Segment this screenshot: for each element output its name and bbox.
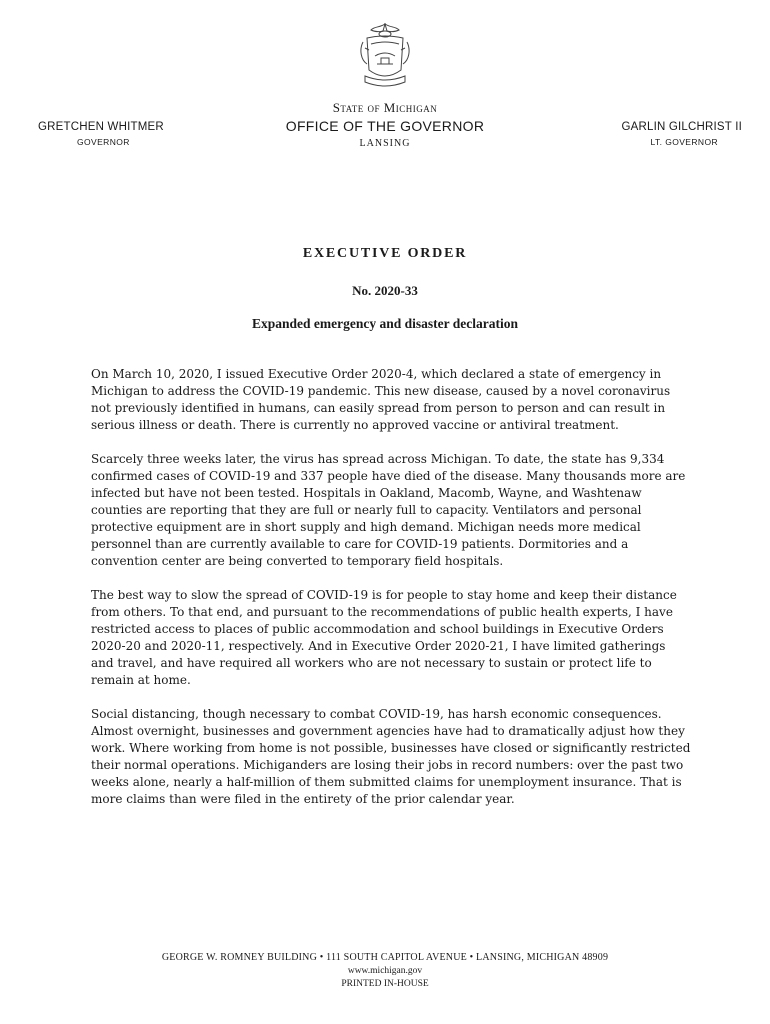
footer-address: GEORGE W. ROMNEY BUILDING • 111 SOUTH CAPITOL AVENUE • LANSING, MICHIGAN 48909 <box>161 952 609 963</box>
body-paragraph-3: The best way to slow the spread of COVID-19 is for people to stay home and keep their distance from others. To that end, and pursuant to the recommendations of public health experts, I have restricted access to places of public accommodation and school buildings in Executive Orders 2020-20 and 2020-11, respectively. And in Executive Order 2020-21, I have limited gatherings and travel, and have required all workers who are not necessary to sustain or protect life to remain at home. <box>91 588 677 687</box>
body-paragraph-1: On March 10, 2020, I issued Executive Order 2020-4, which declared a state of emergency in Michigan to address the COVID-19 pandemic. This new disease, caused by a novel coronavirus not previously identified in humans, can easily spread from person to person and can result in serious illness or death. There is currently no approved vaccine or antiviral treatment. <box>91 367 671 432</box>
order-subtitle: Expanded emergency and disaster declaration <box>252 316 518 331</box>
governor-name: GRETCHEN WHITMER <box>38 121 164 133</box>
order-number: No. 2020-33 <box>352 283 418 298</box>
office-title: OFFICE OF THE GOVERNOR <box>285 118 485 134</box>
michigan-state-seal-icon <box>355 20 415 92</box>
city-name: LANSING <box>359 138 411 149</box>
footer-website: www.michigan.gov <box>347 966 423 976</box>
lt-governor-title: LT. GOVERNOR <box>650 137 718 147</box>
footer-printed: PRINTED IN-HOUSE <box>341 979 429 989</box>
governor-title: GOVERNOR <box>77 137 130 147</box>
body-paragraph-4: Social distancing, though necessary to combat COVID-19, has harsh economic consequences. Almost overnight, businesses and government agencies have had to dramatically adjust how they work. Where working from home is not possible, businesses have closed or significantly restricted their normal operations. Michiganders are losing their jobs in record numbers: over the past two weeks alone, nearly a half-million of them submitted claims for unemployment insurance. That is more claims than were filed in the entirety of the prior calendar year. <box>91 707 691 806</box>
lt-governor-name: GARLIN GILCHRIST II <box>621 121 742 133</box>
order-body <box>91 366 691 825</box>
state-name: State of Michigan <box>332 100 438 115</box>
order-title: EXECUTIVE ORDER <box>302 246 468 261</box>
body-paragraph-2: Scarcely three weeks later, the virus has spread across Michigan. To date, the state has 9,334 confirmed cases of COVID-19 and 337 people have died of the disease. Many thousands more are infected but have not been tested. Hospitals in Oakland, Macomb, Wayne, and Washtenaw counties are reporting that they are full or nearly full to capacity. Ventilators and personal protective equipment are in short supply and high demand. Michigan needs more medical personnel than are currently available to care for COVID-19 patients. Dormitories and a convention center are being converted to temporary field hospitals. <box>91 452 686 568</box>
